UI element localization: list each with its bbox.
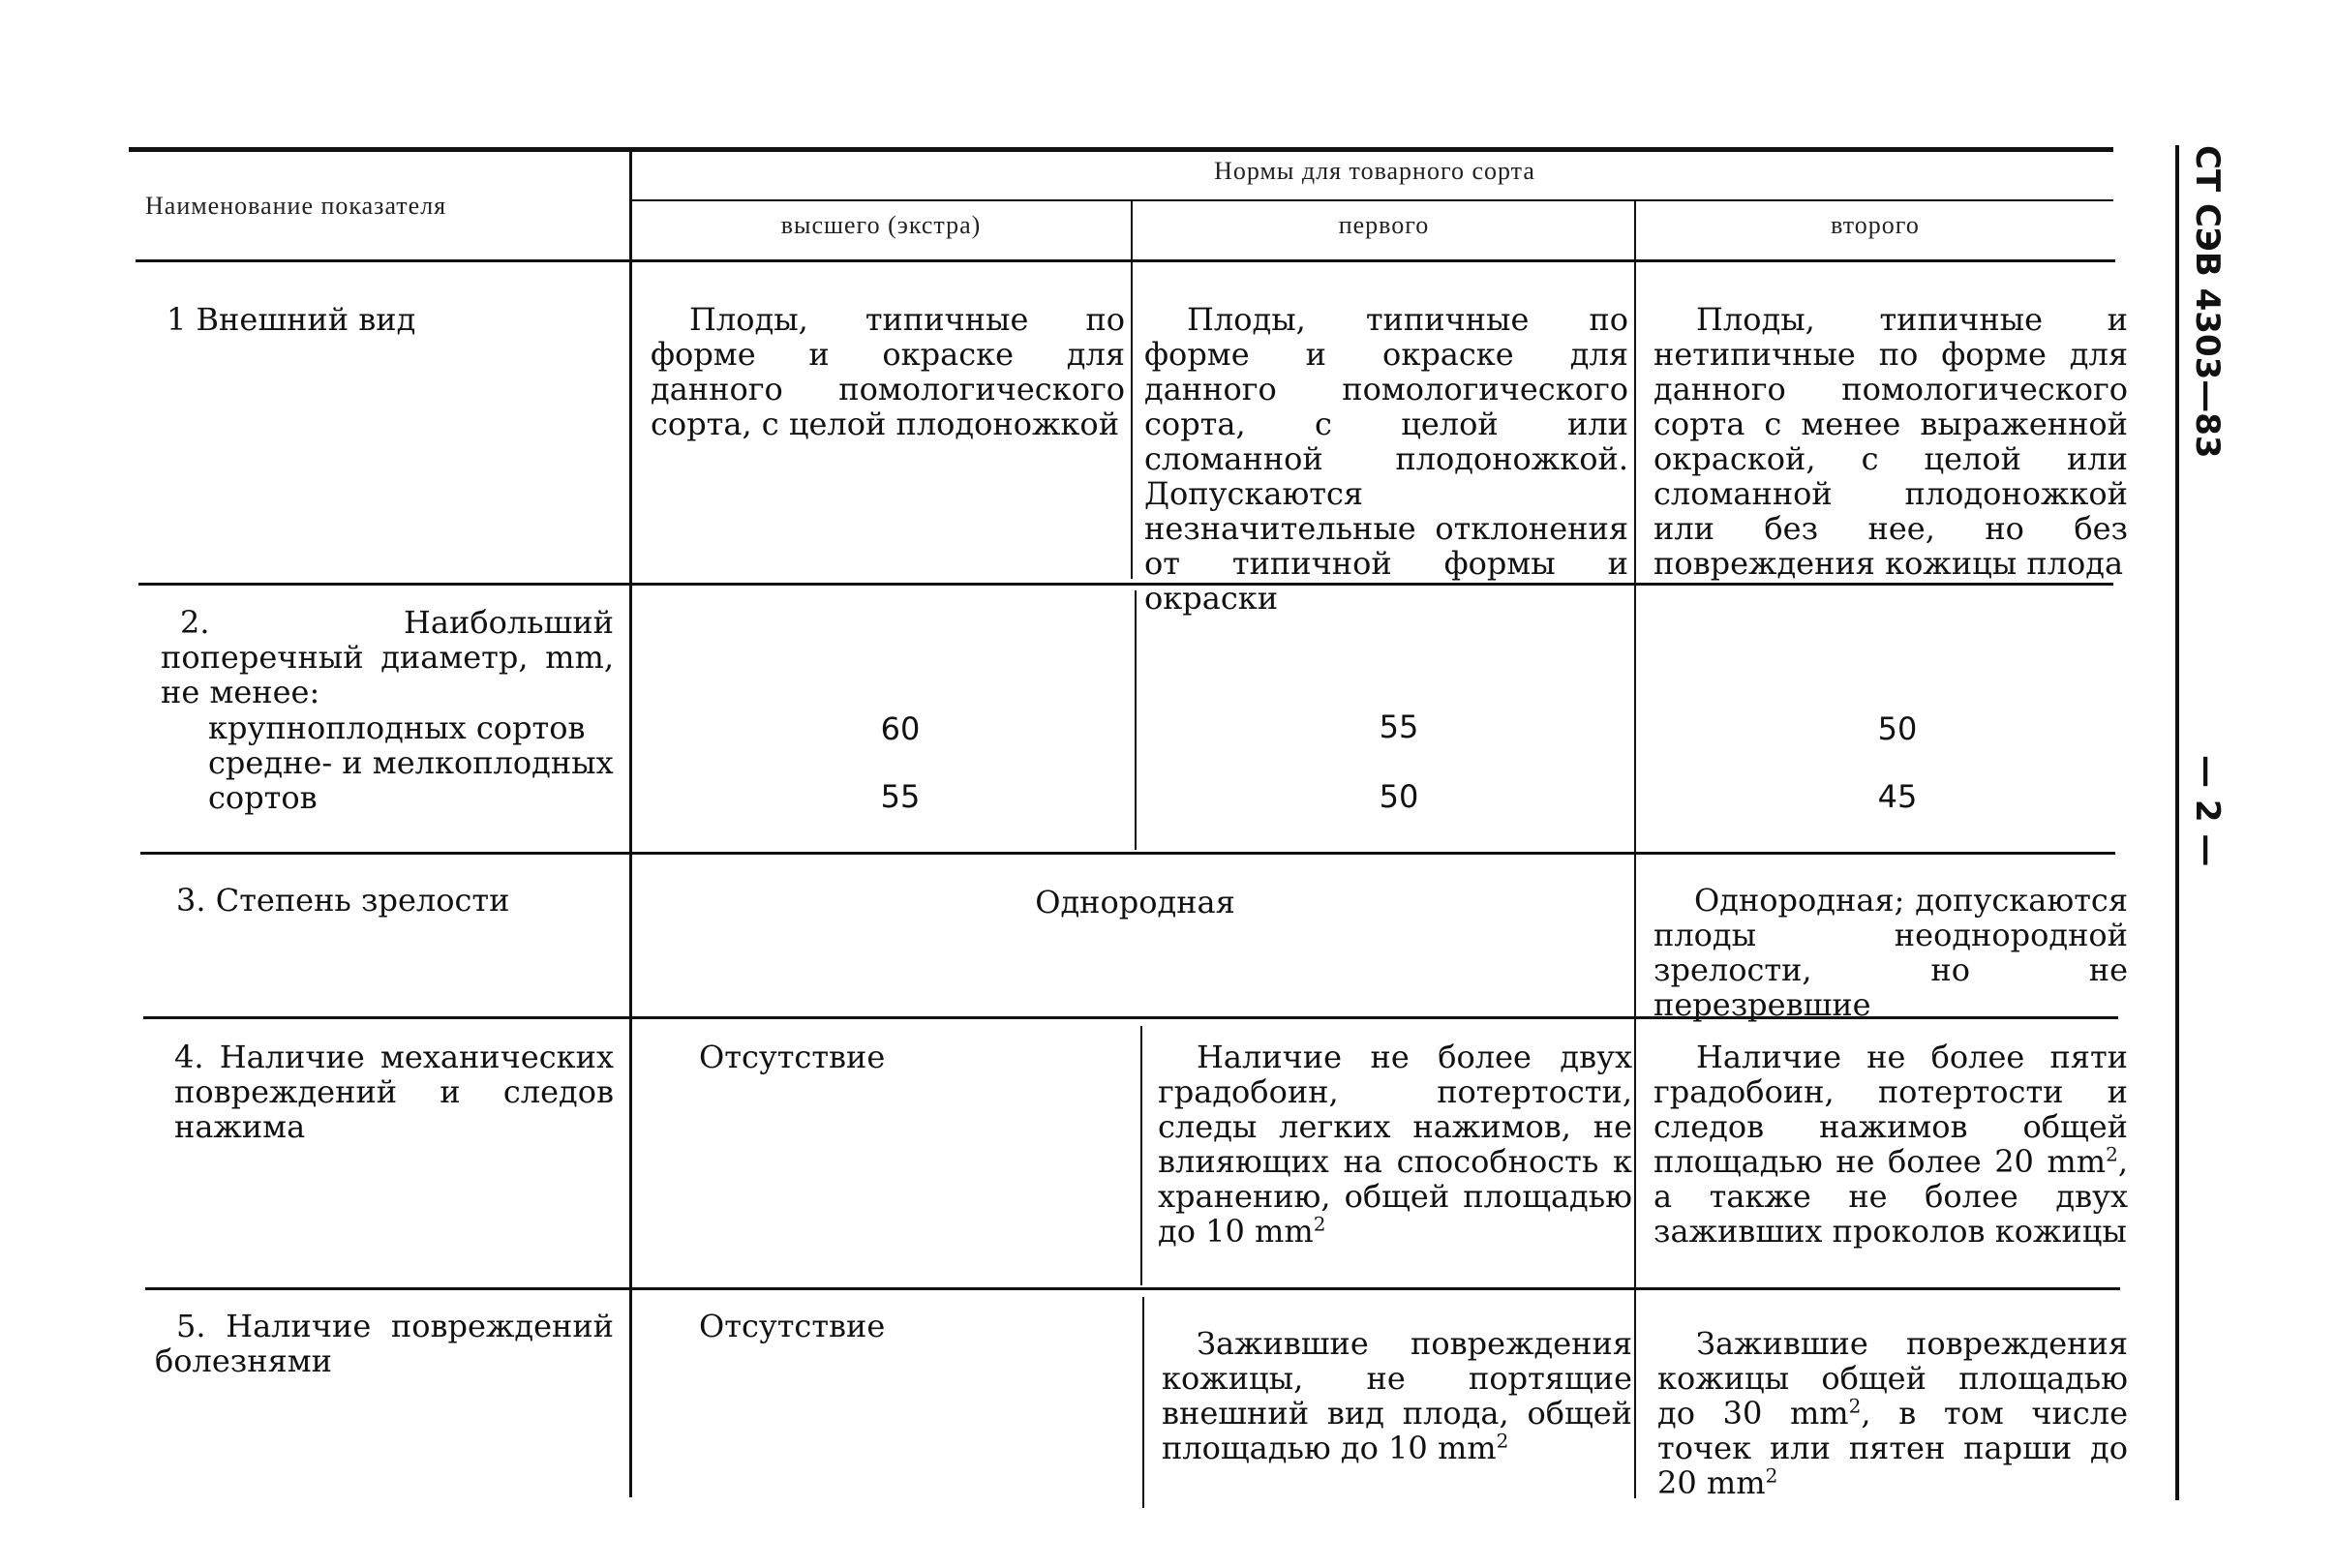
row4-name: 4. Наличие механических повреждений и следов нажима <box>174 1039 614 1145</box>
row4-first-sup: 2 <box>1313 1212 1326 1236</box>
col-divider-name <box>629 152 632 1497</box>
row2-sub2: средне- и мелкоплодных сортов <box>208 744 614 816</box>
row1-bottom-rule <box>138 583 2113 586</box>
row5-second <box>1657 1326 2128 1500</box>
row3-name: 3. Степень зрелости <box>176 882 510 919</box>
margin-standard-code: СТ СЭВ 4303—83 <box>2188 145 2227 459</box>
row2-bottom-rule <box>140 852 2115 855</box>
header-indicator-name: Наименование показателя <box>145 192 447 220</box>
row4-second <box>1653 1040 2128 1249</box>
row4-first <box>1158 1040 1632 1249</box>
row5-first <box>1162 1326 1632 1465</box>
row5-highest: Отсутствие <box>699 1308 886 1344</box>
row5-second-sup-b: 2 <box>1765 1463 1778 1488</box>
col-divider-first-a <box>1131 201 1133 579</box>
row2-first-2: 50 <box>1379 778 1419 815</box>
row2-sub1: крупноплодных сортов <box>208 709 586 746</box>
row4-bottom-rule <box>145 1287 2120 1290</box>
row4-second-text-b: , а также не более двух заживших проколов кожицы <box>1653 1143 2128 1250</box>
row5-first-sup: 2 <box>1496 1429 1509 1453</box>
header-grade-first: первого <box>1338 211 1430 239</box>
header-split-rule <box>629 199 2113 201</box>
header-grade-second: второго <box>1831 211 1920 239</box>
col-divider-first-d <box>1142 1297 1144 1508</box>
row4-second-sup: 2 <box>2106 1142 2118 1166</box>
header-bottom-rule <box>136 259 2115 262</box>
row4-first-text: Наличие не более двух градобоин, потертости, следы легких нажимов, не влияющих на способность к хранению, общей площадью до 10 mm <box>1158 1039 1632 1250</box>
row3-highest-first: Однородная <box>1035 884 1235 920</box>
row5-first-text: Зажившие повреждения кожицы, не портящие внешний вид плода, общей площадью до 10 mm <box>1162 1325 1632 1466</box>
header-norms-title: Нормы для товарного сорта <box>1214 157 1535 185</box>
margin-rule <box>2175 145 2179 1500</box>
row2-second-1: 50 <box>1877 710 1918 747</box>
col-divider-first-b <box>1135 590 1137 850</box>
margin-page-number: — 2 — <box>2188 755 2227 867</box>
header-grade-highest: высшего (экстра) <box>780 211 982 239</box>
row5-second-sup-a: 2 <box>1848 1394 1862 1418</box>
row4-highest: Отсутствие <box>699 1039 886 1075</box>
row2-highest-2: 55 <box>880 778 921 815</box>
row5-second-text-b: , в том числе точек или пятен парши до 20 mm <box>1657 1395 2129 1501</box>
row2-highest-1: 60 <box>880 710 921 747</box>
row1-first: Плоды, типичные по форме и окраске для данного помологического сорта, с целой или сломанной плодоножкой. Допускаются незначительные отклонения от типичной формы и окраски <box>1144 301 1628 617</box>
row3-second: Однородная; допускаются плоды неоднородной зрелости, но не перезревшие <box>1653 882 2128 1023</box>
row1-second: Плоды, типичные и нетипичные по форме для данного помологического сорта с менее выраженной окраской, с целой или сломанной плодоножкой или без нее, но без повреждения кожицы плода <box>1653 301 2128 582</box>
row1-highest: Плоды, типичные по форме и окраске для данного помологического сорта, с целой плодоножкой <box>651 301 1125 442</box>
row2-first-1: 55 <box>1379 709 1419 745</box>
row5-name: 5. Наличие повреждений болезнями <box>155 1308 614 1379</box>
table-top-rule <box>129 147 2113 152</box>
col-divider-second <box>1634 201 1636 1498</box>
row1-name: 1 Внешний вид <box>167 301 416 338</box>
row5-second-text-a: Зажившие повреждения кожицы общей площадью до 30 mm <box>1657 1325 2128 1432</box>
row2-name: 2. Наибольший поперечный диаметр, mm, не менее: <box>161 604 614 710</box>
row4-second-text-a: Наличие не более пяти градобоин, потертости и следов нажимов общей площадью не более 20 mm <box>1653 1039 2128 1180</box>
col-divider-first-c <box>1140 1026 1142 1285</box>
row2-second-2: 45 <box>1877 778 1918 815</box>
